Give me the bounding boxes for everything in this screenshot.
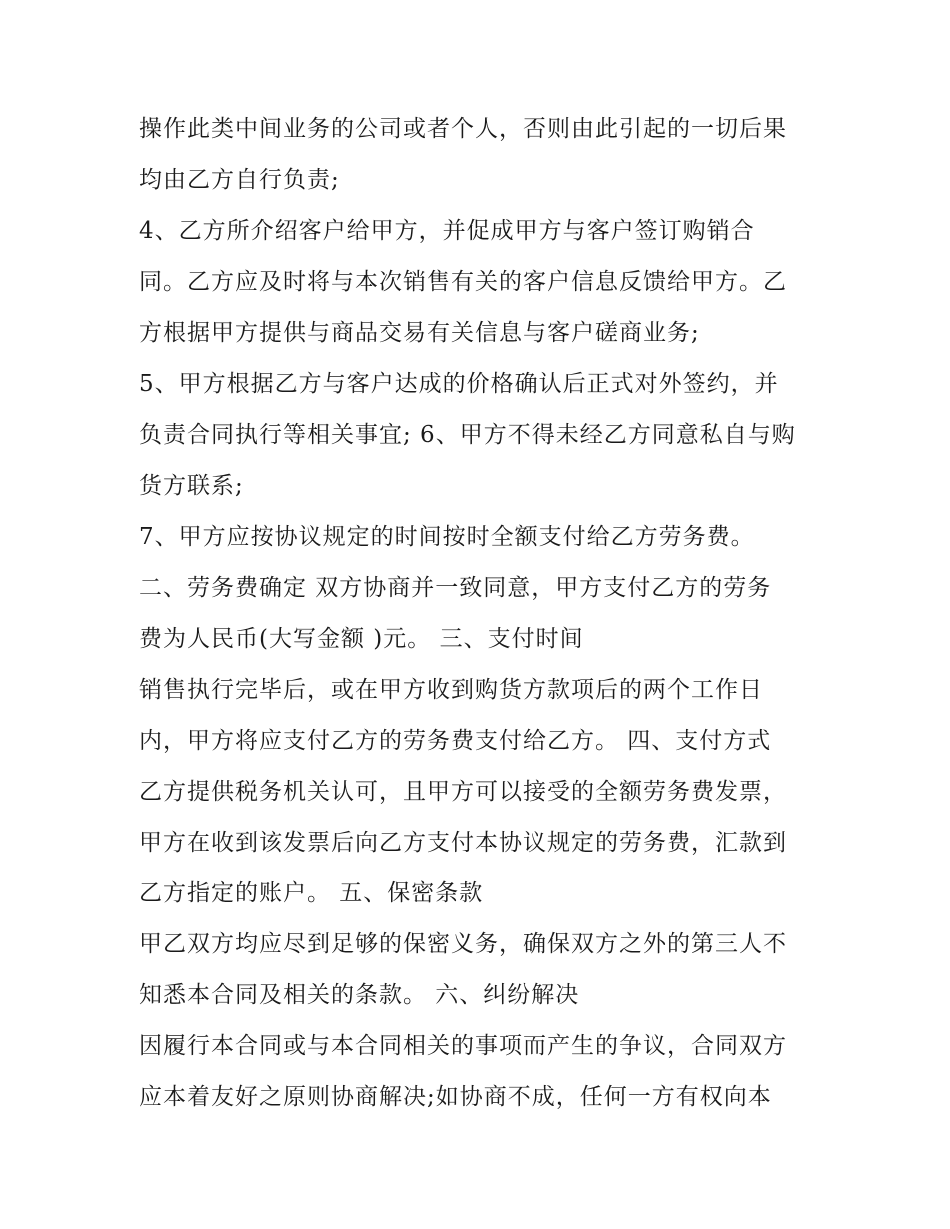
text-line: 费为人民币(大写金额 )元。 三、支付时间 (139, 626, 584, 652)
text-line: 销售执行完毕后，或在甲方收到购货方款项后的两个工作日 (139, 677, 763, 703)
text-line: 5、甲方根据乙方与客户达成的价格确认后正式对外签约，并 (139, 371, 779, 397)
text-line: 同。乙方应及时将与本次销售有关的客户信息反馈给甲方。乙 (139, 269, 787, 295)
text-line: 二、劳务费确定 双方协商并一致同意，甲方支付乙方的劳务 (139, 575, 772, 601)
text-line: 4、乙方所介绍客户给甲方，并促成甲方与客户签订购销合 (139, 218, 755, 244)
text-line: 均由乙方自行负责; (139, 167, 340, 193)
text-line: 因履行本合同或与本合同相关的事项而产生的争议，合同双方 (139, 1033, 787, 1059)
text-line: 甲方在收到该发票后向乙方支付本协议规定的劳务费，汇款到 (139, 830, 787, 856)
text-line: 负责合同执行等相关事宜; 6、甲方不得未经乙方同意私自与购 (139, 422, 796, 448)
text-line: 乙方指定的账户。 五、保密条款 (139, 880, 484, 906)
text-line: 知悉本合同及相关的条款。 六、纠纷解决 (139, 982, 580, 1008)
text-line: 内，甲方将应支付乙方的劳务费支付给乙方。 四、支付方式 (139, 728, 772, 754)
text-line: 乙方提供税务机关认可，且甲方可以接受的全额劳务费发票， (139, 779, 787, 805)
text-line: 甲乙双方均应尽到足够的保密义务，确保双方之外的第三人不 (139, 931, 787, 957)
text-line: 方根据甲方提供与商品交易有关信息与客户磋商业务; (139, 320, 700, 346)
text-line: 货方联系; (139, 473, 244, 499)
text-line: 操作此类中间业务的公司或者个人，否则由此引起的一切后果 (139, 116, 787, 142)
text-line: 7、甲方应按协议规定的时间按时全额支付给乙方劳务费。 (139, 524, 755, 550)
text-line: 应本着友好之原则协商解决;如协商不成，任何一方有权向本 (139, 1084, 772, 1110)
